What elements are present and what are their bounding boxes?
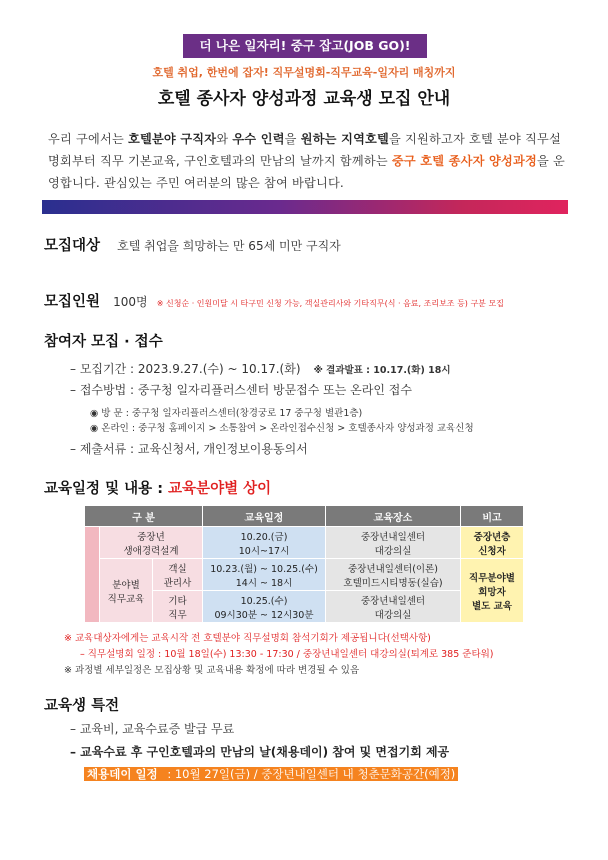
recruit-count-row — [44, 290, 504, 311]
col-place: 교육장소 — [326, 506, 461, 527]
col-note: 비고 — [461, 506, 524, 527]
recruit-target-row — [44, 234, 341, 255]
apply-heading: 참여자 모집 · 접수 — [44, 334, 163, 350]
apply-period-row — [70, 358, 451, 377]
col-date: 교육일정 — [203, 506, 326, 527]
intro-paragraph: 우리 구에서는 호텔분야 구직자와 우수 인력을 원하는 지역호텔을 지원하고자 호텔 분야 직무설명회부터 직무 기본교육, 구인호텔과의 만남의 날까지 함께하는 중구 호텔 종사자 양성과정을 운영합니다. 관심있는 주민 여러분의 많은 참여 바랍니다. — [48, 132, 565, 190]
row2-date: 10.23.(월) ~ 10.25.(수) 14시 ~ 18시 — [203, 559, 326, 591]
recruit-target-label: 모집대상 — [44, 238, 101, 254]
apply-docs: – 제출서류 : 교육신청서, 개인정보이용동의서 — [70, 442, 308, 456]
hiring-day-label: 채용데이 일정 — [84, 767, 161, 781]
row2-note: 직무분야별 희망자 별도 교육 — [461, 559, 524, 623]
page-title: 호텔 종사자 양성과정 교육생 모집 안내 — [157, 89, 451, 109]
row2-place: 중장년내일센터(이론) 호텔미드시티명동(실습) — [326, 559, 461, 591]
benefit-1: – 교육비, 교육수료증 발급 무료 — [70, 722, 235, 736]
col-category: 구 분 — [85, 506, 203, 527]
row3-place: 중장년내일센터 대강의실 — [326, 591, 461, 623]
schedule-note-3: ※ 과정별 세부일정은 모집상황 및 교육내용 확정에 따라 변경될 수 있음 — [64, 665, 360, 676]
table-header-row — [85, 506, 524, 527]
recruit-count-label: 모집인원 — [44, 294, 101, 310]
apply-online: ◉ 온라인 : 중구청 홈페이지 > 소통참여 > 온라인접수신청 > 호텔종사자 양성과정 교육신청 — [90, 423, 474, 434]
subtitle: 호텔 취업, 한번에 잡자! 직무설명회-직무교육-일자리 매칭까지 — [152, 66, 456, 79]
gradient-divider — [42, 200, 568, 214]
top-banner: 더 나은 일자리! 중구 잡고(JOB GO)! — [183, 34, 427, 58]
row1-place: 중장년내일센터 대강의실 — [326, 527, 461, 559]
recruit-count-note: ※ 신청순 · 인원미달 시 타구민 신청 가능, 객실관리사와 기타직무(식 · 음료, 조리보조 등) 구분 모집 — [156, 299, 504, 308]
table-row — [85, 559, 524, 591]
group-category: 분야별 직무교육 — [100, 559, 153, 623]
apply-method: – 접수방법 : 중구청 일자리플러스센터 방문접수 또는 온라인 접수 — [70, 383, 412, 397]
hiring-day-row — [84, 766, 458, 782]
apply-period: – 모집기간 : 2023.9.27.(수) ~ 10.17.(화) — [70, 362, 301, 376]
row1-note: 중장년층 신청자 — [461, 527, 524, 559]
recruit-target-value: 호텔 취업을 희망하는 만 65세 미만 구직자 — [117, 239, 341, 253]
result-note: ※ 결과발표 : 10.17.(화) 18시 — [313, 365, 451, 376]
apply-visit: ◉ 방 문 : 중구청 일자리플러스센터(창경궁로 17 중구청 별관1층) — [90, 408, 363, 419]
table-row — [85, 527, 524, 559]
row3-date: 10.25.(수) 09시30분 ~ 12시30분 — [203, 591, 326, 623]
schedule-heading-accent: 교육분야별 상이 — [168, 481, 272, 497]
benefit-2: – 교육수료 후 구인호텔과의 만남의 날(채용데이) 참여 및 면접기회 제공 — [70, 745, 450, 759]
row2-category: 객실 관리사 — [153, 559, 203, 591]
recruit-count-value: 100명 — [113, 295, 148, 309]
schedule-note-2: – 직무설명회 일정 : 10월 18일(수) 13:30 - 17:30 / 중장년내일센터 대강의실(퇴계로 385 준타워) — [80, 649, 494, 660]
row1-date: 10.20.(금) 10시~17시 — [203, 527, 326, 559]
benefits-heading: 교육생 특전 — [44, 698, 120, 714]
schedule-heading: 교육일정 및 내용 : 교육분야별 상이 — [44, 481, 272, 497]
schedule-table — [84, 505, 524, 623]
schedule-note-1: ※ 교육대상자에게는 교육시작 전 호텔분야 직무설명회 참석기회가 제공됩니다(선택사항) — [64, 633, 431, 644]
row1-category: 중장년 생애경력설계 — [100, 527, 203, 559]
row3-category: 기타 직무 — [153, 591, 203, 623]
hiring-day-value: : 10월 27일(금) / 중장년내일센터 내 청춘문화공간(예정) — [161, 767, 459, 781]
